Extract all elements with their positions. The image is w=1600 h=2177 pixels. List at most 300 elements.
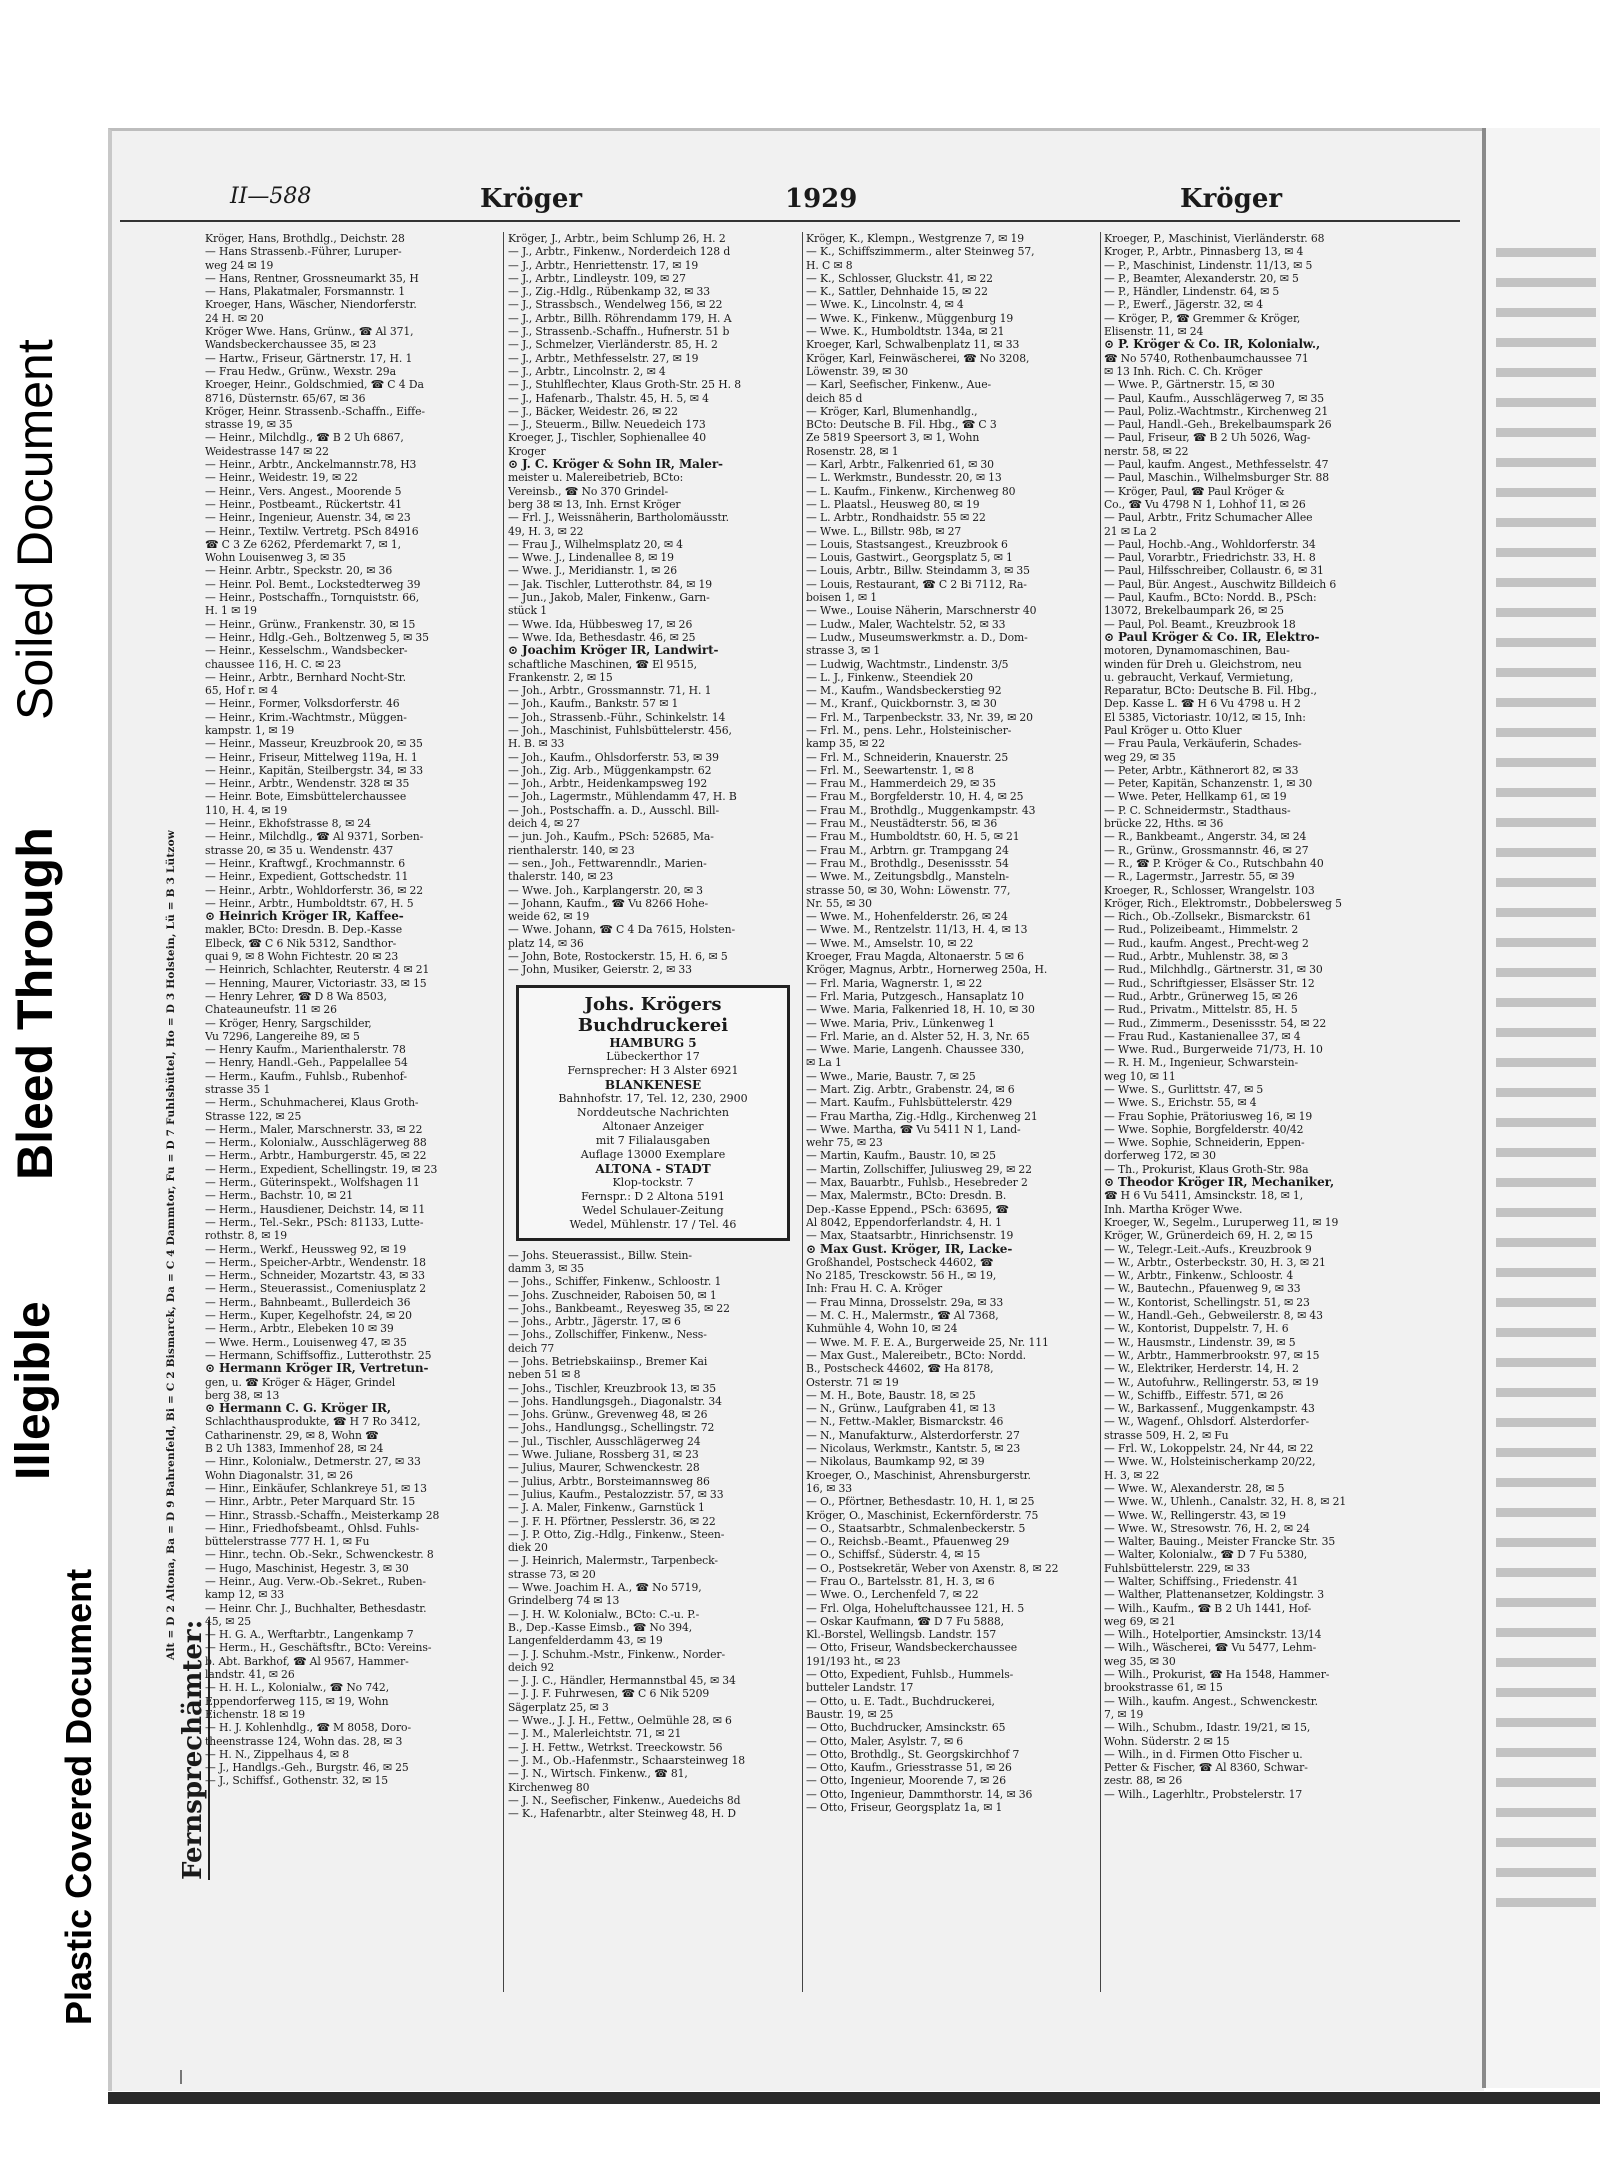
directory-entry: weide 62, ✉ 19 — [508, 910, 590, 924]
directory-entry: — Wilh., kaufm. Angest., Schwenckestr. — [1104, 1694, 1318, 1708]
directory-entry: — M. C. H., Malermstr., ☎ Al 7368, — [806, 1309, 999, 1323]
directory-entry: — J., Arbtr., Billh. Röhrendamm 179, H. A — [508, 311, 732, 325]
directory-entry: nerstr. 58, ✉ 22 — [1104, 444, 1189, 458]
directory-entry: — Joh., Zig. Arb., Müggenkampstr. 62 — [508, 763, 712, 777]
directory-entry: — R., Bankbeamt., Angerstr. 34, ✉ 24 — [1104, 830, 1307, 844]
directory-entry: — H. G. A., Werftarbtr., Langenkamp 7 — [205, 1628, 414, 1642]
directory-entry: — Rud., Arbtr., Muhlenstr. 38, ✉ 3 — [1104, 950, 1289, 964]
directory-entry: — Wwe. M. F. E. A., Burgerweide 25, Nr. 111 — [806, 1335, 1049, 1349]
directory-entry: — Wwe., Louise Näherin, Marschnerstr 40 — [806, 604, 1037, 618]
directory-entry: — Hinr., Friedhofsbeamt., Ohlsd. Fuhls- — [205, 1521, 420, 1535]
directory-entry: — Louis, Stastsangest., Kreuzbrook 6 — [806, 537, 1008, 551]
directory-entry: stück 1 — [508, 604, 548, 618]
directory-entry: — Joh., Arbtr., Grossmannstr. 71, H. 1 — [508, 684, 712, 698]
directory-entry: — L. Plaatsl., Heusweg 80, ✉ 19 — [806, 497, 980, 511]
directory-entry: — Paul, Pol. Beamt., Kreuzbrook 18 — [1104, 617, 1296, 631]
directory-entry: — Otto, Expedient, Fuhlsb., Hummels- — [806, 1668, 1014, 1682]
directory-entry: — Herm., Kolonialw., Ausschlägerweg 88 — [205, 1136, 427, 1150]
directory-entry: — Frau O., Bartelsstr. 81, H. 3, ✉ 6 — [806, 1574, 995, 1588]
directory-entry: Dep.-Kasse Eppend., PSch: 63695, ☎ — [806, 1202, 1009, 1216]
directory-entry: — Wwe. Maria, Falkenried 18, H. 10, ✉ 30 — [806, 1003, 1035, 1017]
directory-entry: — J. M., Ob.-Hafenmstr., Schaarsteinweg 18 — [508, 1753, 745, 1767]
ad-phone: Fernspr.: D 2 Altona 5191 — [581, 1189, 725, 1203]
directory-entry: — Otto, Ingenieur, Dammthorstr. 14, ✉ 36 — [806, 1787, 1033, 1801]
directory-entry: — Kröger, P., ☎ Gremmer & Kröger, — [1104, 311, 1301, 325]
directory-entry: — Joh., Lagermstr., Mühlendamm 47, H. B — [508, 790, 737, 804]
directory-column-3 — [806, 232, 1096, 1992]
directory-entry: — Frau Hedw., Grünw., Wexstr. 29a — [205, 364, 396, 378]
directory-entry: Wohn Louisenweg 3, ✉ 35 — [205, 551, 346, 565]
directory-entry: — Heinr., Milchdlg., ☎ B 2 Uh 6867, — [205, 431, 404, 445]
directory-entry: strasse 3, ✉ 1 — [806, 644, 881, 658]
directory-entry: strasse 19, ✉ 35 — [205, 418, 293, 432]
directory-entry: — Heinr., Milchdlg., ☎ Al 9371, Sorben- — [205, 830, 424, 844]
directory-entry: — Heinr. Bote, Eimsbüttelerchaussee — [205, 790, 407, 804]
directory-entry: B., Dep.-Kasse Eimsb., ☎ No 394, — [508, 1620, 693, 1634]
directory-entry: — Frau Rud., Kastanienallee 37, ✉ 4 — [1104, 1029, 1301, 1043]
directory-entry: — Heinr., Arbtr., Wohldorferstr. 36, ✉ 22 — [205, 883, 424, 897]
directory-entry: Langenfelderdamm 43, ✉ 19 — [508, 1634, 663, 1648]
directory-entry: — Wwe. W., Uhlenh., Canalstr. 32, H. 8, ✉ 21 — [1104, 1495, 1347, 1509]
directory-entry: weg 69, ✉ 21 — [1104, 1614, 1176, 1628]
directory-entry: — P., Maschinist, Lindenstr. 11/13, ✉ 5 — [1104, 258, 1313, 272]
directory-entry: — W., Handl.-Geh., Gebweilerstr. 8, ✉ 43 — [1104, 1309, 1323, 1323]
directory-entry: Weidestrasse 147 ✉ 22 — [205, 444, 329, 458]
directory-entry: landstr. 41, ✉ 26 — [205, 1668, 295, 1682]
directory-entry: ☎ C 3 Ze 6262, Pferdemarkt 7, ✉ 1, — [205, 537, 401, 551]
directory-entry: — Heinr., Kraftwgf., Krochmannstr. 6 — [205, 856, 406, 870]
directory-entry: — Wwe. Ida, Hübbesweg 17, ✉ 26 — [508, 617, 693, 631]
directory-entry: — Julius, Maurer, Schwenckestr. 28 — [508, 1461, 700, 1475]
directory-entry: — J., Hafenarb., Thalstr. 45, H. 5, ✉ 4 — [508, 391, 709, 405]
directory-entry: weg 10, ✉ 11 — [1104, 1069, 1176, 1083]
column-rule — [1100, 232, 1101, 1992]
directory-entry: — Herm., Schuhmacherei, Klaus Groth- — [205, 1096, 419, 1110]
directory-entry: — O., Schiffsf., Süderstr. 4, ✉ 15 — [806, 1548, 981, 1562]
directory-entry: — W., Kontorist, Duppelstr. 7, H. 6 — [1104, 1322, 1289, 1336]
directory-entry: — H. H. L., Kolonialw., ☎ No 742, — [205, 1681, 390, 1695]
directory-entry: — W., Telegr.-Leit.-Aufs., Kreuzbrook 9 — [1104, 1242, 1312, 1256]
ad-city: ALTONA - STADT — [595, 1161, 711, 1176]
directory-entry: — Wilh., Prokurist, ☎ Ha 1548, Hammer- — [1104, 1668, 1330, 1682]
directory-entry: — Heinr., Arbtr., Anckelmannstr.78, H3 — [205, 458, 417, 472]
directory-entry: — R., Grünw., Grossmannstr. 46, ✉ 27 — [1104, 843, 1309, 857]
directory-entry: — Herm., Arbtr., Elebeken 10 ✉ 39 — [205, 1322, 394, 1336]
directory-entry: — J. P. Otto, Zig.-Hdlg., Finkenw., Steen- — [508, 1527, 725, 1541]
directory-entry: Kroeger, Karl, Schwalbenplatz 11, ✉ 33 — [806, 338, 1020, 352]
directory-entry: motoren, Dynamomaschinen, Bau- — [1104, 644, 1290, 658]
directory-entry: — Heinr., Textilw. Vertretg. PSch 84916 — [205, 524, 419, 538]
directory-entry: — Otto, Friseur, Wandsbeckerchaussee — [806, 1641, 1018, 1655]
directory-entry: Chateauneufstr. 11 ✉ 26 — [205, 1003, 337, 1017]
directory-entry: Kröger, Heinr. Strassenb.-Schaffn., Eiffe- — [205, 404, 425, 418]
directory-entry: — Herm., Maler, Marschnerstr. 33, ✉ 22 — [205, 1122, 423, 1136]
directory-entry: Inh. Martha Kröger Wwe. — [1104, 1202, 1243, 1216]
directory-entry: — J. J. Schuhm.-Mstr., Finkenw., Norder- — [508, 1647, 726, 1661]
directory-entry: — Walter, Kolonialw., ☎ D 7 Fu 5380, — [1104, 1548, 1308, 1562]
directory-entry: — M., Kranf., Quickbornstr. 3, ✉ 30 — [806, 697, 997, 711]
directory-entry: — Joh., Postschaffn. a. D., Ausschl. Bill- — [508, 803, 720, 817]
directory-entry: — J., Handlgs.-Geh., Burgstr. 46, ✉ 25 — [205, 1761, 409, 1775]
directory-entry: — W., Arbtr., Osterbeckstr. 30, H. 3, ✉ 21 — [1104, 1255, 1326, 1269]
directory-entry: — J. H. Fettw., Wetrkst. Treeckowstr. 56 — [508, 1740, 723, 1754]
directory-entry: — Jul., Tischler, Ausschlägerweg 24 — [508, 1434, 701, 1448]
directory-entry: strasse 20, ✉ 35 u. Wendenstr. 437 — [205, 843, 394, 857]
directory-entry: — Frau Paula, Verkäuferin, Schades- — [1104, 737, 1302, 751]
directory-entry: — Hans Strassenb.-Führer, Luruper- — [205, 245, 402, 259]
directory-entry: strasse 35 1 — [205, 1083, 271, 1096]
directory-entry: — J., Stuhlflechter, Klaus Groth-Str. 25 H. 8 — [508, 378, 742, 392]
directory-entry: brookstrasse 61, ✉ 15 — [1104, 1681, 1223, 1695]
directory-entry: zestr. 88, ✉ 26 — [1104, 1774, 1183, 1788]
directory-entry: ⊙ Joachim Kröger IR, Landwirt- — [508, 644, 719, 658]
directory-entry: — J., Schiffsf., Gothenstr. 32, ✉ 15 — [205, 1774, 389, 1788]
directory-entry: — Rud., Arbtr., Grünerweg 15, ✉ 26 — [1104, 989, 1298, 1003]
directory-entry: — Johs. Zuschneider, Raboisen 50, ✉ 1 — [508, 1288, 717, 1302]
directory-entry: — Wwe. Martha, ☎ Vu 5411 N 1, Land- — [806, 1122, 1021, 1136]
page-mark — [180, 2070, 182, 2084]
directory-entry: Kroger — [508, 444, 546, 458]
directory-entry: — Hinr., Arbtr., Peter Marquard Str. 15 — [205, 1495, 416, 1509]
directory-entry: — Wwe. Joh., Karplangerstr. 20, ✉ 3 — [508, 883, 703, 897]
directory-entry: — Herm., H., Geschäftsftr., BCto: Vereins- — [205, 1641, 432, 1655]
directory-entry: — Frl. M., Seewartenstr. 1, ✉ 8 — [806, 763, 974, 777]
directory-entry: — W., Schiffb., Eiffestr. 571, ✉ 26 — [1104, 1388, 1284, 1402]
directory-entry: Frankenstr. 2, ✉ 15 — [508, 670, 613, 684]
directory-entry: — Herm., Bahnbeamt., Bullerdeich 36 — [205, 1295, 411, 1309]
ad-address: Wedel, Mühlenstr. 17 / Tel. 46 — [569, 1217, 737, 1231]
ad-city: BLANKENESE — [604, 1077, 702, 1092]
directory-entry: — Otto, Brothdlg., St. Georgskirchhof 7 — [806, 1747, 1020, 1761]
directory-entry: Kröger, W., Grünerdeich 69, H. 2, ✉ 15 — [1104, 1229, 1313, 1243]
directory-entry: — M., Kaufm., Wandsbeckerstieg 92 — [806, 684, 1002, 698]
directory-entry: Eichenstr. 18 ✉ 19 — [205, 1707, 305, 1721]
directory-entry: — Rud., Privatm., Mittelstr. 85, H. 5 — [1104, 1003, 1298, 1017]
ad-address: Bahnhofstr. 17, Tel. 12, 230, 2900 — [558, 1091, 748, 1105]
directory-entry: — J., Steuerm., Billw. Neuedeich 173 — [508, 418, 706, 432]
directory-entry: — Paul, Friseur, ☎ B 2 Uh 5026, Wag- — [1104, 431, 1311, 445]
directory-entry: rienthalerstr. 140, ✉ 23 — [508, 843, 635, 857]
directory-entry: — Otto, Maler, Asylstr. 7, ✉ 6 — [806, 1734, 963, 1748]
directory-entry: — Wilh., in d. Firmen Otto Fischer u. — [1104, 1747, 1303, 1761]
directory-entry: — J., Zig.-Hdlg., Rübenkamp 32, ✉ 33 — [508, 285, 711, 299]
directory-entry: gen, u. ☎ Kröger & Häger, Grindel — [205, 1375, 396, 1389]
directory-entry: — Frau M., Humboldtstr. 60, H. 5, ✉ 21 — [806, 830, 1020, 844]
directory-entry: — Walter, Bauing., Meister Francke Str. 35 — [1104, 1535, 1336, 1549]
directory-entry: — Hinr., Kolonialw., Detmerstr. 27, ✉ 33 — [205, 1455, 421, 1469]
directory-entry: — W., Arbtr., Hammerbrookstr. 97, ✉ 15 — [1104, 1348, 1320, 1362]
directory-entry: — Hans, Plakatmaler, Forsmannstr. 1 — [205, 285, 406, 299]
directory-column-1 — [205, 232, 495, 1992]
directory-entry: — Heinr., Vers. Angest., Moorende 5 — [205, 484, 402, 498]
directory-entry: — Wwe. Marie, Langenh. Chaussee 330, — [806, 1043, 1025, 1057]
ad-circulation: Auflage 13000 Exemplare — [580, 1147, 726, 1161]
directory-entry: Strasse 122, ✉ 25 — [205, 1109, 302, 1123]
directory-entry: — Herm., Hausdiener, Deichstr. 14, ✉ 11 — [205, 1202, 426, 1216]
directory-entry: Kroeger, Frau Magda, Altonaerstr. 5 ✉ 6 — [806, 950, 1024, 964]
directory-entry: chaussee 116, H. C. ✉ 23 — [205, 657, 341, 671]
ad-paper: Wedel Schulauer-Zeitung — [582, 1203, 724, 1217]
directory-entry: — Rich., Ob.-Zollsekr., Bismarckstr. 61 — [1104, 910, 1312, 924]
directory-entry: — Kröger, Henry, Sargschilder, — [205, 1016, 372, 1030]
directory-entry: — Frl. J., Weissnäherin, Bartholomäusstr. — [508, 511, 729, 525]
directory-entry: ⊙ Hermann Kröger IR, Vertretun- — [205, 1362, 429, 1376]
directory-entry: — J. J. F. Fuhrwesen, ☎ C 6 Nik 5209 — [508, 1687, 710, 1701]
directory-entry: — Wwe., Marie, Baustr. 7, ✉ 25 — [806, 1069, 976, 1083]
directory-entry: — H. N., Zippelhaus 4, ✉ 8 — [205, 1747, 349, 1761]
ad-title: Johs. Krögers Buchdruckerei — [577, 993, 729, 1036]
directory-entry: — K., Sattler, Dehnhaide 15, ✉ 22 — [806, 285, 988, 299]
directory-entry: — Peter, Arbtr., Käthnerort 82, ✉ 33 — [1104, 763, 1299, 777]
directory-entry: strasse 509, H. 2, ✉ Fu — [1104, 1428, 1229, 1442]
directory-entry: — Heinr., Hdlg.-Geh., Boltzenweg 5, ✉ 35 — [205, 630, 429, 644]
directory-entry: — Hermann, Schiffsoffiz., Lutterothstr. 25 — [205, 1348, 432, 1362]
directory-entry: — Heinr., Ekhofstrasse 8, ✉ 24 — [205, 817, 371, 831]
directory-entry: — Jun., Jakob, Maler, Finkenw., Garn- — [508, 591, 710, 605]
directory-entry: — sen., Joh., Fettwarenndlr., Marien- — [508, 856, 707, 870]
directory-entry: ☎ H 6 Vu 5411, Amsinckstr. 18, ✉ 1, — [1104, 1189, 1304, 1203]
ad-branches: mit 7 Filialausgaben — [595, 1133, 711, 1147]
directory-entry: — Paul, Maschin., Wilhelmsburger Str. 88 — [1104, 471, 1330, 485]
directory-entry: 21 ✉ La 2 — [1104, 524, 1157, 538]
directory-entry: — Julius, Arbtr., Borsteimannsweg 86 — [508, 1474, 710, 1488]
directory-entry: — Paul, Kaufm., BCto: Nordd. B., PSch: — [1104, 591, 1317, 605]
directory-entry: — Wwe. M., Rentzelstr. 11/13, H. 4, ✉ 13 — [806, 923, 1028, 937]
directory-entry: weg 24 ✉ 19 — [205, 258, 274, 272]
directory-entry: — R. H. M., Ingenieur, Schwarstein- — [1104, 1056, 1299, 1070]
directory-entry: — J. N., Seefischer, Finkenw., Auedeichs 8d — [508, 1793, 741, 1807]
directory-entry: — Joh., Kaufm., Bankstr. 57 ✉ 1 — [508, 697, 679, 711]
directory-entry: — Walter, Schiffsing., Friedenstr. 41 — [1104, 1574, 1299, 1588]
directory-entry: — Frl. Marie, an d. Alster 52, H. 3, Nr. 65 — [806, 1029, 1030, 1043]
directory-entry: — Frau M., Neustädterstr. 56, ✉ 36 — [806, 817, 998, 831]
directory-entry: — Johs. Grünw., Grevenweg 48, ✉ 26 — [508, 1408, 708, 1422]
directory-entry: ⊙ J. C. Kröger & Sohn IR, Maler- — [508, 458, 723, 472]
directory-entry: Wohn. Süderstr. 2 ✉ 15 — [1104, 1734, 1230, 1748]
directory-entry: — N., Grünw., Laufgraben 41, ✉ 13 — [806, 1402, 996, 1416]
directory-entry: neben 51 ✉ 8 — [508, 1368, 581, 1382]
directory-entry: Schlachthausprodukte, ☎ H 7 Ro 3412, — [205, 1415, 421, 1429]
directory-entry: — L. Arbtr., Rondhaidstr. 55 ✉ 22 — [806, 511, 986, 525]
directory-entry: — Mart. Zig. Arbtr., Grabenstr. 24, ✉ 6 — [806, 1083, 1015, 1096]
directory-entry: — P., Ewerf., Jägerstr. 32, ✉ 4 — [1104, 298, 1263, 312]
directory-entry: — Wwe. M., Hohenfelderstr. 26, ✉ 24 — [806, 910, 1008, 924]
directory-entry: — Joh., Kaufm., Ohlsdorferstr. 53, ✉ 39 — [508, 750, 719, 764]
directory-entry: — Hinr., Einkäufer, Schlankreye 51, ✉ 13 — [205, 1481, 427, 1495]
directory-entry: Sägerplatz 25, ✉ 3 — [508, 1700, 609, 1714]
directory-entry: — Herm., Kaufm., Fuhlsb., Rubenhof- — [205, 1069, 407, 1083]
directory-entry: — Paul, Vorarbtr., Friedrichstr. 33, H. 8 — [1104, 551, 1316, 565]
directory-entry: — Herm., Tel.-Sekr., PSch: 81133, Lutte- — [205, 1215, 424, 1229]
directory-entry: — Ludw., Maler, Wachtelstr. 52, ✉ 33 — [806, 617, 1006, 631]
header-right-name: Kröger — [1180, 184, 1283, 214]
directory-entry: — Wwe. Rud., Burgerweide 71/73, H. 10 — [1104, 1043, 1323, 1057]
directory-entry: — Heinr., Postbeamt., Rückertstr. 41 — [205, 497, 402, 511]
directory-entry: — Wwe. K., Finkenw., Müggenburg 19 — [806, 311, 1014, 325]
ad-city: HAMBURG 5 — [609, 1035, 697, 1050]
directory-entry: — Heinr., Grünw., Frankenstr. 30, ✉ 15 — [205, 617, 416, 631]
directory-entry: — Johs., Schiffer, Finkenw., Schloostr. 1 — [508, 1275, 722, 1289]
directory-entry: — J. J. C., Händler, Hermannstbal 45, ✉ 34 — [508, 1674, 736, 1688]
directory-entry: dorferweg 172, ✉ 30 — [1104, 1149, 1216, 1163]
directory-entry: — Kröger, Paul, ☎ Paul Kröger & — [1104, 484, 1285, 498]
directory-entry: ✉ 13 Inh. Rich. C. Ch. Kröger — [1104, 364, 1263, 378]
directory-entry: H. 3, ✉ 22 — [1104, 1468, 1160, 1482]
directory-entry: Kroeger, Heinr., Goldschmied, ☎ C 4 Da — [205, 378, 424, 392]
directory-entry: 24 H. ✉ 20 — [205, 311, 264, 325]
directory-entry: Dep. Kasse L. ☎ H 6 Vu 4798 u. H 2 — [1104, 697, 1301, 711]
directory-entry: berg 38, ✉ 13 — [205, 1388, 280, 1402]
directory-entry: brücke 22, Hths. ✉ 36 — [1104, 817, 1224, 831]
directory-entry: Kröger, Rich., Elektromstr., Dobbelersweg 5 — [1104, 896, 1342, 910]
directory-entry: Kroeger, P., Maschinist, Vierländerstr. 68 — [1104, 232, 1325, 245]
directory-entry: Kröger, J., Arbtr., beim Schlump 26, H. 2 — [508, 232, 726, 245]
directory-entry: — W., Hausmstr., Lindenstr. 39, ✉ 5 — [1104, 1335, 1296, 1349]
directory-entry: — Wwe. L., Billstr. 98b, ✉ 27 — [806, 524, 962, 538]
directory-entry: — J., Strassenb.-Schaffn., Hufnerstr. 51 b — [508, 325, 730, 339]
directory-entry: Kröger, Karl, Feinwäscherei, ☎ No 3208, — [806, 351, 1030, 365]
directory-entry: — Heinr., Kapitän, Steilbergstr. 34, ✉ 33 — [205, 763, 424, 777]
ad-paper: Norddeutsche Nachrichten — [577, 1105, 729, 1119]
directory-entry: — Frau Sophie, Prätoriusweg 16, ✉ 19 — [1104, 1109, 1313, 1123]
directory-entry: — J., Strassbsch., Wendelweg 156, ✉ 22 — [508, 298, 723, 312]
directory-entry: — Louis, Arbtr., Billw. Steindamm 3, ✉ 35 — [806, 564, 1030, 578]
directory-entry: Catharinenstr. 29, ✉ 8, Wohn ☎ — [205, 1428, 379, 1442]
next-page-strip — [1486, 128, 1600, 2088]
directory-entry: Kroeger, O., Maschinist, Ahrensburgerstr. — [806, 1468, 1031, 1482]
directory-entry: — Martin, Kaufm., Baustr. 10, ✉ 25 — [806, 1149, 996, 1163]
directory-entry: — Rud., Milchhdlg., Gärtnerstr. 31, ✉ 30 — [1104, 963, 1323, 977]
directory-entry: — Otto, u. E. Tadt., Buchdruckerei, — [806, 1694, 995, 1708]
directory-entry: — Heinr. Chr. J., Buchhalter, Bethesdastr. — [205, 1601, 427, 1615]
directory-entry: Eppendorferweg 115, ✉ 19, Wohn — [205, 1694, 389, 1708]
directory-entry: b. Abt. Barkhof, ☎ Al 9567, Hammer- — [205, 1654, 409, 1668]
directory-entry: — R., ☎ P. Kröger & Co., Rutschbahn 40 — [1104, 856, 1324, 870]
directory-entry: diek 20 — [508, 1541, 548, 1555]
directory-entry: Fuhlsbüttelerstr. 229, ✉ 33 — [1104, 1561, 1251, 1575]
directory-entry: — W., Barkassenf., Muggenkampstr. 43 — [1104, 1402, 1315, 1416]
directory-entry: butteler Landstr. 17 — [806, 1681, 914, 1695]
directory-entry: — Herm., Kuper, Kegelhofstr. 24, ✉ 20 — [205, 1309, 412, 1323]
directory-entry: — Julius, Kaufm., Pestalozzistr. 57, ✉ 33 — [508, 1487, 724, 1501]
directory-entry: 45, ✉ 25 — [205, 1614, 252, 1628]
legend-title: Fernsprechämter: — [178, 1619, 208, 1880]
directory-entry: — Henry Kaufm., Marienthalerstr. 78 — [205, 1043, 406, 1057]
directory-entry: — K., Schiffszimmerm., alter Steinweg 57, — [806, 245, 1035, 259]
directory-entry: Ze 5819 Speersort 3, ✉ 1, Wohn — [806, 431, 980, 445]
directory-entry: — Wilh., Schubm., Idastr. 19/21, ✉ 15, — [1104, 1721, 1311, 1735]
directory-entry: 7, ✉ 19 — [1104, 1707, 1144, 1721]
directory-entry: — J., Arbtr., Henriettenstr. 17, ✉ 19 — [508, 258, 699, 272]
directory-entry: — Johs., Arbtr., Jägerstr. 17, ✉ 6 — [508, 1315, 681, 1329]
directory-entry: — Hinr., techn. Ob.-Sekr., Schwenckestr. 8 — [205, 1548, 434, 1562]
directory-entry: — H. J. Kohlenhdlg., ☎ M 8058, Doro- — [205, 1721, 411, 1735]
directory-entry: Paul Kröger u. Otto Kluer — [1104, 723, 1242, 737]
target-strip — [0, 0, 105, 2177]
directory-entry: — Johs., Tischler, Kreuzbrook 13, ✉ 35 — [508, 1381, 717, 1395]
directory-entry: Kl.-Borstel, Wellingsb. Landstr. 157 — [806, 1628, 997, 1642]
directory-entry: schaftliche Maschinen, ☎ El 9515, — [508, 657, 697, 671]
directory-entry: — Frau Martha, Zig.-Hdlg., Kirchenweg 21 — [806, 1109, 1038, 1123]
directory-entry: — Paul, Arbtr., Fritz Schumacher Allee — [1104, 511, 1313, 525]
directory-entry: — Wilh., Wäscherei, ☎ Vu 5477, Lehm- — [1104, 1641, 1317, 1655]
directory-entry: ⊙ Heinrich Kröger IR, Kaffee- — [205, 910, 404, 924]
directory-entry: 191/193 ht., ✉ 23 — [806, 1654, 901, 1668]
directory-entry: — Wwe. S., Gurlittstr. 47, ✉ 5 — [1104, 1083, 1264, 1096]
directory-entry: — L. J., Finkenw., Steendiek 20 — [806, 670, 973, 684]
directory-entry: — Wwe. Maria, Priv., Lünkenweg 1 — [806, 1016, 995, 1030]
directory-entry: weg 35, ✉ 30 — [1104, 1654, 1176, 1668]
directory-entry: — J., Arbtr., Finkenw., Norderdeich 128 d — [508, 245, 731, 259]
directory-entry: theenstrasse 124, Wohn das. 28, ✉ 3 — [205, 1734, 403, 1748]
directory-entry: — Max, Staatsarbtr., Hinrichsenstr. 19 — [806, 1229, 1014, 1243]
directory-entry: — Wilh., Hotelportier, Amsinckstr. 13/14 — [1104, 1628, 1322, 1642]
directory-entry: — Frl. M., Schneiderin, Knauerstr. 25 — [806, 750, 1009, 764]
directory-entry: — Johs. Steuerassist., Billw. Stein- — [508, 1248, 692, 1262]
directory-entry: — Wwe. S., Erichstr. 55, ✉ 4 — [1104, 1096, 1257, 1110]
directory-entry: — Walther, Plattenansetzer, Koldingstr. 3 — [1104, 1588, 1324, 1602]
directory-entry: damm 3, ✉ 35 — [508, 1261, 585, 1275]
directory-entry: — Frl. W., Lokoppelstr. 24, Nr 44, ✉ 22 — [1104, 1442, 1314, 1456]
directory-entry: — Johs., Handlungsg., Schellingstr. 72 — [508, 1421, 715, 1435]
directory-entry: Osterstr. 71 ✉ 19 — [806, 1375, 899, 1389]
ad-phone: Fernsprecher: H 3 Alster 6921 — [567, 1063, 739, 1077]
directory-entry: — Th., Prokurist, Klaus Groth-Str. 98a — [1104, 1162, 1309, 1176]
directory-entry: — Heinr. Arbtr., Speckstr. 20, ✉ 36 — [205, 564, 393, 578]
directory-entry: — Kröger, Karl, Blumenhandlg., — [806, 404, 978, 418]
directory-entry: — Ludwig, Wachtmstr., Lindenstr. 3/5 — [806, 657, 1009, 671]
directory-entry: No 2185, Tresckowstr. 56 H., ✉ 19, — [806, 1269, 997, 1283]
directory-entry: ⊙ Max Gust. Kröger, IR, Lacke- — [806, 1242, 1013, 1256]
directory-entry: — Herm., Speicher-Arbtr., Wendenstr. 18 — [205, 1255, 426, 1269]
directory-entry: — Oskar Kaufmann, ☎ D 7 Fu 5888, — [806, 1614, 1004, 1628]
directory-entry: BCto: Deutsche B. Fil. Hbg., ☎ C 3 — [806, 418, 997, 432]
ad-address: Lübeckerthor 17 — [606, 1049, 700, 1063]
directory-entry: — Paul, Hilfsschreiber, Collaustr. 6, ✉ 31 — [1104, 564, 1324, 578]
directory-entry: kampstr. 1, ✉ 19 — [205, 723, 295, 737]
directory-entry: — O., Pförtner, Bethesdastr. 10, H. 1, ✉ 25 — [806, 1495, 1035, 1509]
directory-entry: — K., Schlosser, Gluckstr. 41, ✉ 22 — [806, 271, 993, 285]
directory-entry: — Wwe. J., Meridianstr. 1, ✉ 26 — [508, 564, 677, 578]
directory-entry: B 2 Uh 1383, Immenhof 28, ✉ 24 — [205, 1442, 384, 1456]
directory-entry: — Heinr., Masseur, Kreuzbrook 20, ✉ 35 — [205, 737, 423, 751]
directory-entry: — P. C. Schneidermstr., Stadthaus- — [1104, 803, 1291, 817]
directory-entry: — Heinr., Arbtr., Wendenstr. 328 ✉ 35 — [205, 777, 410, 791]
directory-entry: — Wwe. W., Alexanderstr. 28, ✉ 5 — [1104, 1481, 1285, 1495]
directory-entry: — O., Reichsb.-Beamt., Pfauenweg 29 — [806, 1535, 1010, 1549]
directory-entry: — Otto, Buchdrucker, Amsinckstr. 65 — [806, 1721, 1006, 1735]
directory-entry: — Otto, Ingenieur, Moorende 7, ✉ 26 — [806, 1774, 1006, 1788]
directory-entry: — Joh., Strassenb.-Führ., Schinkelstr. 14 — [508, 710, 726, 724]
directory-entry: — Paul, Poliz.-Wachtmstr., Kirchenweg 21 — [1104, 404, 1329, 418]
directory-entry: — Herm., Steuerassist., Comeniusplatz 2 — [205, 1282, 427, 1296]
directory-entry: ⊙ Hermann C. G. Kröger IR, — [205, 1402, 391, 1416]
directory-entry: — Louis, Gastwirt., Georgsplatz 5, ✉ 1 — [806, 551, 1013, 565]
directory-entry: 65, Hof r. ✉ 4 — [205, 684, 278, 698]
directory-entry: — Frl. M., Tarpenbeckstr. 33, Nr. 39, ✉ 20 — [806, 710, 1033, 724]
directory-entry: — R., Lagermstr., Jarrestr. 55, ✉ 39 — [1104, 870, 1295, 884]
directory-entry: — Wwe. J., Lindenallee 8, ✉ 19 — [508, 551, 674, 565]
directory-entry: Grindelberg 74 ✉ 13 — [508, 1594, 620, 1608]
directory-entry: 49, H. 3, ✉ 22 — [508, 524, 584, 538]
directory-entry: — Wwe. Peter, Hellkamp 61, ✉ 19 — [1104, 790, 1287, 804]
directory-entry: — Rud., kaufm. Angest., Precht-weg 2 — [1104, 936, 1309, 950]
directory-entry: — Paul, Bür. Angest., Auschwitz Billdeich 6 — [1104, 577, 1337, 591]
legend-text: Alt = D 2 Altona, Ba = D 9 Bahrenfeld, Bi = C 2 Bismarck, Da = C 4 Dammtor, Fu = D 7 Fuhlsbüttel, Ho = D 3 Holstein, Lü = B 3 Lützow — [165, 829, 177, 1660]
directory-entry: winden für Dreh u. Gleichstrom, neu — [1104, 657, 1302, 671]
header-year: 1929 — [785, 184, 858, 214]
directory-entry: — Heinr., Postschaffn., Tornquiststr. 66, — [205, 591, 420, 605]
